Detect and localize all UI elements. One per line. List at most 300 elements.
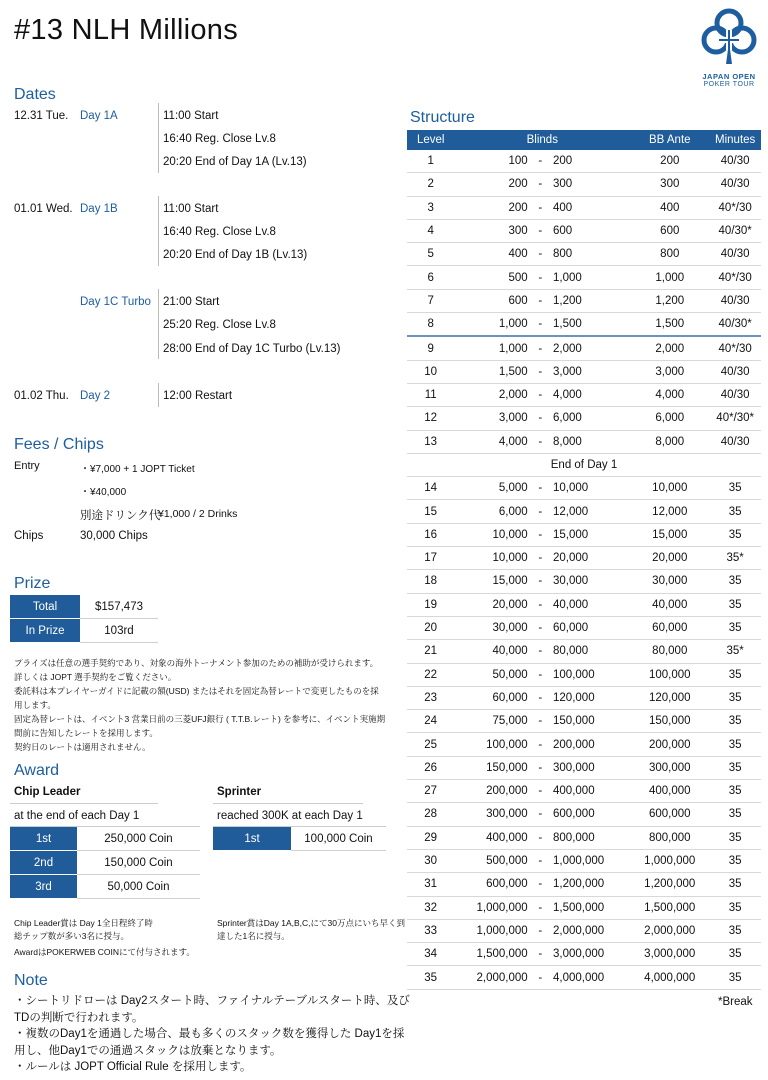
blind-separator: - [528,640,553,663]
minutes-cell: 40/30* [709,313,761,337]
small-blind-cell: 30,000 [454,616,527,639]
big-blind-cell: 3,000,000 [553,943,630,966]
prize-inprize-label: In Prize [10,619,80,643]
table-row [407,150,761,173]
big-blind-cell: 1,200 [553,289,630,312]
big-blind-cell: 8,000 [553,430,630,453]
minutes-cell: 35 [709,780,761,803]
divider [213,803,363,804]
table-row [407,966,761,989]
bb-ante-cell: 12,000 [630,500,709,523]
small-blind-cell: 5,000 [454,477,527,500]
sprinter-table [213,827,386,851]
entry-line: ・¥40,000 [80,487,127,498]
blind-separator: - [528,266,553,289]
bb-ante-cell: 150,000 [630,710,709,733]
small-blind-cell: 200 [454,196,527,219]
level-cell: 25 [407,733,454,756]
level-cell: 27 [407,780,454,803]
prize-inprize-value: 103rd [80,619,158,643]
table-row [407,640,761,663]
table-row [407,547,761,570]
bb-ante-cell: 60,000 [630,616,709,639]
award-footer: AwardはPOKERWEB COINにて付与されます。 [14,947,195,957]
level-cell: 8 [407,313,454,337]
bb-ante-cell: 30,000 [630,570,709,593]
table-row [407,243,761,266]
small-blind-cell: 2,000,000 [454,966,527,989]
big-blind-cell: 1,500,000 [553,896,630,919]
date-label: 01.02 Thu. [14,390,69,402]
chip-leader-title: Chip Leader [14,786,81,798]
minutes-cell: 35 [709,593,761,616]
clover-icon [698,6,760,68]
level-cell: 18 [407,570,454,593]
blind-separator: - [528,663,553,686]
small-blind-cell: 20,000 [454,593,527,616]
schedule-line: 16:40 Reg. Close Lv.8 [163,133,276,145]
level-cell: 10 [407,360,454,383]
table-row [407,849,761,872]
level-cell: 34 [407,943,454,966]
prize-total-value: $157,473 [80,595,158,619]
place-prize: 150,000 Coin [77,851,200,875]
blind-separator: - [528,756,553,779]
small-blind-cell: 1,500 [454,360,527,383]
minutes-cell: 40*/30 [709,336,761,360]
big-blind-cell: 1,000,000 [553,849,630,872]
table-row [10,875,200,899]
blind-separator: - [528,943,553,966]
prize-note-line: 用します。 [14,700,56,710]
big-blind-cell: 80,000 [553,640,630,663]
minutes-cell: 35 [709,616,761,639]
bb-ante-cell: 8,000 [630,430,709,453]
bb-ante-cell: 120,000 [630,686,709,709]
jopt-logo [698,6,760,89]
big-blind-cell: 10,000 [553,477,630,500]
bb-ante-cell: 300 [630,173,709,196]
blind-separator: - [528,570,553,593]
date-label: 01.01 Wed. [14,203,73,215]
minutes-cell: 40/30* [709,219,761,242]
blind-separator: - [528,477,553,500]
bb-ante-cell: 600 [630,219,709,242]
sprinter-title: Sprinter [217,786,262,798]
blind-separator: - [528,780,553,803]
level-cell: 7 [407,289,454,312]
minutes-cell: 35 [709,710,761,733]
minutes-cell: 40*/30 [709,266,761,289]
table-row [407,616,761,639]
minutes-cell: 40/30 [709,243,761,266]
level-cell: 22 [407,663,454,686]
bb-ante-cell: 4,000,000 [630,966,709,989]
blind-separator: - [528,289,553,312]
blind-separator: - [528,849,553,872]
minutes-cell: 40/30 [709,150,761,173]
note-heading: Note [14,972,48,989]
small-blind-cell: 75,000 [454,710,527,733]
minutes-cell: 35 [709,756,761,779]
column-header-minutes: Minutes [709,130,761,150]
table-row [407,593,761,616]
table-row [10,827,200,851]
blind-separator: - [528,803,553,826]
bb-ante-cell: 1,500,000 [630,896,709,919]
minutes-cell: 40/30 [709,360,761,383]
table-row [407,523,761,546]
big-blind-cell: 1,200,000 [553,873,630,896]
small-blind-cell: 600,000 [454,873,527,896]
chip-leader-note: 総チップ数が多い3名に授与。 [14,931,129,941]
small-blind-cell: 100 [454,150,527,173]
chips-label: Chips [14,530,44,542]
bb-ante-cell: 1,200 [630,289,709,312]
big-blind-cell: 1,000 [553,266,630,289]
table-row [407,686,761,709]
table-row [10,851,200,875]
bb-ante-cell: 4,000 [630,383,709,406]
bb-ante-cell: 400 [630,196,709,219]
place-prize: 50,000 Coin [77,875,200,899]
schedule-line: 21:00 Start [163,296,220,308]
drink-label: 別途ドリンク代 [80,510,161,522]
small-blind-cell: 500 [454,266,527,289]
prize-total-label: Total [10,595,80,619]
small-blind-cell: 1,000 [454,313,527,337]
prize-note-line: 間前に告知したレートを採用します。 [14,728,158,738]
page-title: #13 NLH Millions [14,14,238,46]
bb-ante-cell: 2,000 [630,336,709,360]
level-cell: 16 [407,523,454,546]
big-blind-cell: 200 [553,150,630,173]
minutes-cell: 35 [709,943,761,966]
structure-heading: Structure [410,109,475,126]
blind-separator: - [528,430,553,453]
small-blind-cell: 50,000 [454,663,527,686]
small-blind-cell: 3,000 [454,407,527,430]
small-blind-cell: 40,000 [454,640,527,663]
blind-separator: - [528,243,553,266]
table-row [407,943,761,966]
day-label: Day 1A [80,110,118,122]
big-blind-cell: 100,000 [553,663,630,686]
table-row [407,313,761,337]
table-row [213,827,386,851]
column-header-ante: BB Ante [630,130,709,150]
small-blind-cell: 100,000 [454,733,527,756]
table-row [407,780,761,803]
drink-value: ¥1,000 / 2 Drinks [158,508,238,520]
small-blind-cell: 200 [454,173,527,196]
award-heading: Award [14,762,60,779]
blind-separator: - [528,733,553,756]
table-row [407,173,761,196]
small-blind-cell: 500,000 [454,849,527,872]
small-blind-cell: 15,000 [454,570,527,593]
place-label: 3rd [10,875,77,899]
big-blind-cell: 12,000 [553,500,630,523]
entry-label: Entry [14,460,40,472]
chip-leader-note: Chip Leader賞は Day 1全日程終了時 [14,918,153,928]
level-cell: 33 [407,919,454,942]
table-row [407,919,761,942]
bb-ante-cell: 800 [630,243,709,266]
level-cell: 17 [407,547,454,570]
big-blind-cell: 40,000 [553,593,630,616]
end-of-day-row [407,453,761,476]
small-blind-cell: 10,000 [454,523,527,546]
bb-ante-cell: 400,000 [630,780,709,803]
big-blind-cell: 400 [553,196,630,219]
minutes-cell: 40/30 [709,430,761,453]
level-cell: 3 [407,196,454,219]
minutes-cell: 35 [709,570,761,593]
bb-ante-cell: 3,000 [630,360,709,383]
big-blind-cell: 2,000 [553,336,630,360]
big-blind-cell: 150,000 [553,710,630,733]
table-row [407,360,761,383]
divider [158,196,159,266]
bb-ante-cell: 800,000 [630,826,709,849]
level-cell: 6 [407,266,454,289]
small-blind-cell: 1,000,000 [454,919,527,942]
big-blind-cell: 60,000 [553,616,630,639]
minutes-cell: 35 [709,523,761,546]
level-cell: 21 [407,640,454,663]
big-blind-cell: 2,000,000 [553,919,630,942]
level-cell: 12 [407,407,454,430]
note-line: ・ルールは JOPT Official Rule を採用します。 [14,1061,252,1073]
level-cell: 13 [407,430,454,453]
small-blind-cell: 400,000 [454,826,527,849]
small-blind-cell: 6,000 [454,500,527,523]
minutes-cell: 35 [709,826,761,849]
big-blind-cell: 300 [553,173,630,196]
table-row [407,407,761,430]
logo-line2: POKER TOUR [703,81,755,88]
table-row [407,873,761,896]
dates-heading: Dates [14,86,56,103]
small-blind-cell: 60,000 [454,686,527,709]
bb-ante-cell: 200 [630,150,709,173]
schedule-line: 28:00 End of Day 1C Turbo (Lv.13) [163,343,341,355]
column-header-level: Level [407,130,454,150]
table-row [407,196,761,219]
big-blind-cell: 4,000 [553,383,630,406]
level-cell: 2 [407,173,454,196]
minutes-cell: 40/30 [709,383,761,406]
level-cell: 20 [407,616,454,639]
date-label: 12.31 Tue. [14,110,69,122]
bb-ante-cell: 1,000 [630,266,709,289]
note-body [14,993,410,1076]
table-row [407,430,761,453]
minutes-cell: 35 [709,477,761,500]
note-line: 用し、他Day1での通過スタックは放棄となります。 [14,1044,282,1057]
table-row [407,266,761,289]
small-blind-cell: 4,000 [454,430,527,453]
day-label: Day 1B [80,203,118,215]
note-line: TDの判断で行われます。 [14,1011,144,1024]
minutes-cell: 40*/30 [709,196,761,219]
end-of-day-cell: End of Day 1 [407,453,761,476]
note-line: ・シートリドローは Day2スタート時、ファイナルテーブルスタート時、及び [14,995,410,1007]
prize-note-line: 詳しくは JOPT 選手契約をご覧ください。 [14,672,177,682]
sprinter-subtitle: reached 300K at each Day 1 [217,810,363,822]
sprinter-note: Sprinter賞はDay 1A,B,C,にて30万点にいち早く到 [217,918,405,928]
bb-ante-cell: 80,000 [630,640,709,663]
structure-table [407,130,761,990]
big-blind-cell: 6,000 [553,407,630,430]
blind-separator: - [528,313,553,337]
place-prize: 250,000 Coin [77,827,200,851]
schedule-line: 12:00 Restart [163,390,233,402]
bb-ante-cell: 300,000 [630,756,709,779]
big-blind-cell: 30,000 [553,570,630,593]
small-blind-cell: 1,500,000 [454,943,527,966]
level-cell: 9 [407,336,454,360]
blind-separator: - [528,547,553,570]
small-blind-cell: 300 [454,219,527,242]
blind-separator: - [528,219,553,242]
table-row [407,826,761,849]
bb-ante-cell: 100,000 [630,663,709,686]
level-cell: 19 [407,593,454,616]
divider [158,289,159,359]
minutes-cell: 35 [709,803,761,826]
minutes-cell: 35* [709,547,761,570]
table-row [407,336,761,360]
bb-ante-cell: 40,000 [630,593,709,616]
divider [158,383,159,407]
minutes-cell: 35 [709,966,761,989]
blind-separator: - [528,150,553,173]
bb-ante-cell: 200,000 [630,733,709,756]
blind-separator: - [528,966,553,989]
blind-separator: - [528,710,553,733]
blind-separator: - [528,873,553,896]
blind-separator: - [528,616,553,639]
prize-table [10,595,158,643]
level-cell: 4 [407,219,454,242]
entry-line: ・¥7,000 + 1 JOPT Ticket [80,464,195,475]
big-blind-cell: 800 [553,243,630,266]
place-label: 2nd [10,851,77,875]
blind-separator: - [528,173,553,196]
minutes-cell: 35 [709,896,761,919]
bb-ante-cell: 15,000 [630,523,709,546]
table-row [407,896,761,919]
logo-line1: JAPAN OPEN [702,72,756,81]
level-cell: 24 [407,710,454,733]
bb-ante-cell: 3,000,000 [630,943,709,966]
table-row [407,477,761,500]
minutes-cell: 35 [709,849,761,872]
big-blind-cell: 300,000 [553,756,630,779]
big-blind-cell: 600,000 [553,803,630,826]
small-blind-cell: 200,000 [454,780,527,803]
level-cell: 28 [407,803,454,826]
level-cell: 1 [407,150,454,173]
place-prize: 100,000 Coin [291,827,386,851]
level-cell: 29 [407,826,454,849]
minutes-cell: 40/30 [709,173,761,196]
blind-separator: - [528,336,553,360]
place-label: 1st [213,827,291,851]
bb-ante-cell: 20,000 [630,547,709,570]
place-label: 1st [10,827,77,851]
bb-ante-cell: 600,000 [630,803,709,826]
minutes-cell: 35 [709,919,761,942]
schedule-line: 20:20 End of Day 1A (Lv.13) [163,156,307,168]
small-blind-cell: 10,000 [454,547,527,570]
level-cell: 5 [407,243,454,266]
fees-heading: Fees / Chips [14,436,104,453]
big-blind-cell: 800,000 [553,826,630,849]
divider [158,103,159,173]
big-blind-cell: 120,000 [553,686,630,709]
small-blind-cell: 400 [454,243,527,266]
table-row [407,803,761,826]
prize-heading: Prize [14,575,51,592]
small-blind-cell: 600 [454,289,527,312]
table-row [407,383,761,406]
level-cell: 32 [407,896,454,919]
table-row [407,289,761,312]
level-cell: 26 [407,756,454,779]
level-cell: 15 [407,500,454,523]
divider [10,803,158,804]
blind-separator: - [528,686,553,709]
prize-note-line: プライズは任意の選手契約であり、対象の海外トーナメント参加のための補助が受けられます。 [14,658,379,668]
table-row [407,500,761,523]
table-row [407,570,761,593]
bb-ante-cell: 1,200,000 [630,873,709,896]
level-cell: 11 [407,383,454,406]
schedule-line: 16:40 Reg. Close Lv.8 [163,226,276,238]
table-row [407,756,761,779]
day-label: Day 1C Turbo [80,296,151,308]
blind-separator: - [528,826,553,849]
bb-ante-cell: 10,000 [630,477,709,500]
minutes-cell: 35 [709,873,761,896]
prize-note-line: 契約日のレートは適用されません。 [14,742,151,752]
table-row [407,663,761,686]
prize-note-line: 固定為替レートは、イベント3 営業日前の三菱UFJ銀行 ( T.T.B.レート) を参考に、イベント実施期 [14,714,386,724]
table-row [10,619,158,643]
big-blind-cell: 3,000 [553,360,630,383]
level-cell: 14 [407,477,454,500]
blind-separator: - [528,523,553,546]
prize-note-line: 委託料は本プレイヤーガイドに記載の額(USD) またはそれを固定為替レートで変更したものを採 [14,686,379,696]
blind-separator: - [528,919,553,942]
bb-ante-cell: 2,000,000 [630,919,709,942]
break-note: *Break [718,996,753,1008]
minutes-cell: 35 [709,500,761,523]
blind-separator: - [528,500,553,523]
minutes-cell: 35 [709,733,761,756]
big-blind-cell: 1,500 [553,313,630,337]
day-label: Day 2 [80,390,111,402]
minutes-cell: 35 [709,686,761,709]
bb-ante-cell: 6,000 [630,407,709,430]
table-header-row [407,130,761,150]
schedule-line: 11:00 Start [163,110,219,122]
chip-leader-subtitle: at the end of each Day 1 [14,810,140,822]
big-blind-cell: 200,000 [553,733,630,756]
